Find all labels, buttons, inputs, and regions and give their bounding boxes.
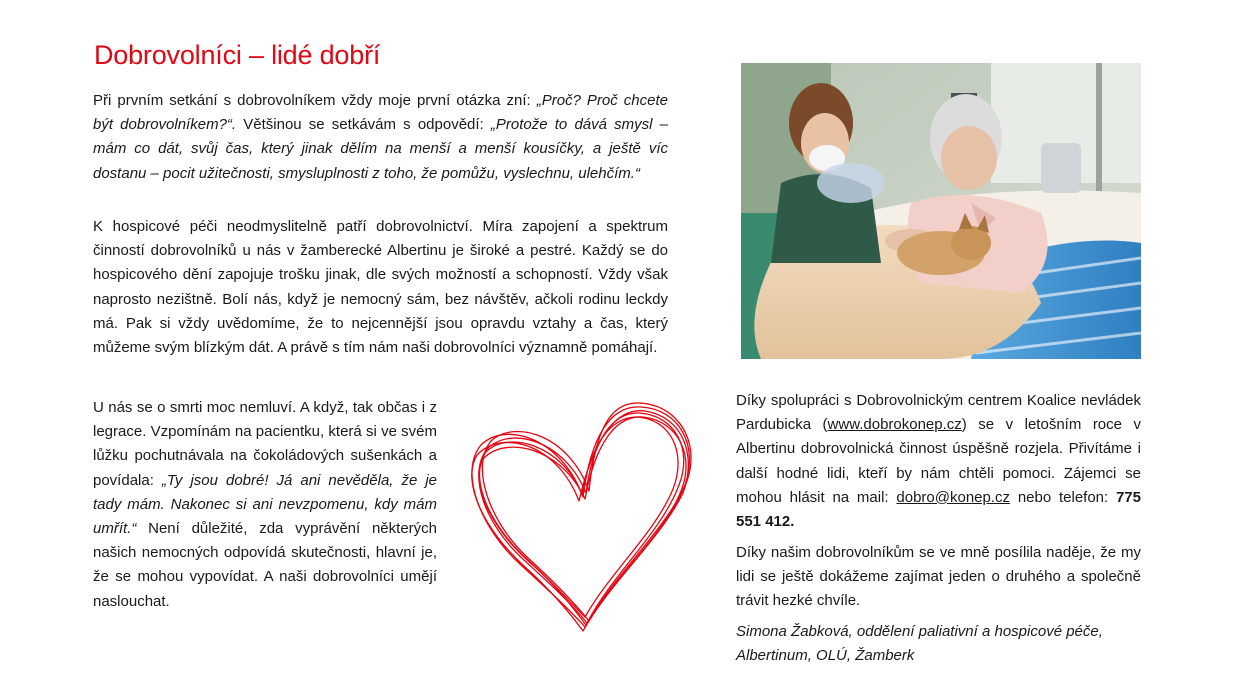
phone-number: 775 551 412. [736, 488, 1141, 531]
website-link[interactable]: www.dobrokonep.cz [827, 416, 962, 434]
hand-drawn-heart-icon [465, 395, 697, 635]
signature-line-2: Albertinum, OLÚ, Žamberk [736, 647, 915, 665]
volunteer-with-patient-and-dog-photo [741, 63, 1141, 359]
page-title: Dobrovolníci – lidé dobří [94, 40, 381, 70]
intro-text-c: Většinou se setkávám s odpovědí: [236, 116, 491, 134]
intro-question-quote: „Proč? Proč chcete být dobrovolníkem?“. [93, 92, 668, 134]
story-text-c: Není důležité, zda vyprávění některých našich nemocných odpovídá skutečnosti, hlavní je, že se mohou vypovídat. A naši dobrovolníci umějí naslouchat. [93, 520, 437, 610]
cooperation-text-b: ) se v letošním roce v Albertinu dobrovolnická činnost úspěšně rozjela. Přivítáme i další hodné lidi, kteří by nám chtěli pomoci. Zájemci se mohou hlásit na mail: [736, 416, 1141, 506]
cooperation-text-c: nebo telefon: [1010, 488, 1116, 506]
intro-answer-quote: „Protože to dává smysl – mám co dát, svůj čas, který jinak dělím na menší a menší kousíčky, a ještě víc dostanu – pocit užitečnosti, smysluplnosti z toho, že pomůžu, vyslechnu, ulehčím.“ [93, 116, 668, 182]
volunteering-paragraph: K hospicové péči neodmyslitelně patří dobrovolnictví. Míra zapojení a spektrum činností dobrovolníků u nás v žamberecké Albertinu je široké a pestré. Každý se do hospicového dění zapojuje trošku jinak, dle svých možností a schopností. Vždy však naprosto nezištně. Bolí nás, když je nemocný sám, bez návštěv, ačkoli rodinu leckdy má. Pak si vždy uvědomíme, že to nejcennější jsou opravdu vztahy a čas, který můžeme svým blízkým dát. A právě s tím nám naši dobrovolníci významně pomáhají. [93, 218, 668, 357]
story-paragraph [93, 396, 437, 614]
email-link[interactable]: dobro@konep.cz [896, 488, 1011, 506]
story-text-a: U nás se o smrti moc nemluví. A když, tak občas i z legrace. Vzpomínám na pacientku, která si ve svém lůžku pochutnávala na čokoládových sušenkách a povídala: [93, 399, 437, 489]
intro-text-a: Při prvním setkání s dobrovolníkem vždy moje první otázka zní: [93, 92, 537, 109]
cooperation-text-a: Díky spolupráci s Dobrovolnickým centrem Koalice nevládek Pardubicka ( [736, 392, 1141, 434]
hope-paragraph: Díky našim dobrovolníkům se ve mně posílila naděje, že my lidi se ještě dokážeme zajímat jeden o druhého a společně trávit hezké chvíle. [736, 544, 1141, 610]
signature [736, 620, 1141, 668]
patient-quote: „Ty jsou dobré! Já ani nevěděla, že je tady mám. Nakonec si ani nevzpomenu, kdy mám umřít.“ [93, 471, 437, 538]
signature-line-1: Simona Žabková, oddělení paliativní a hospicové péče, [736, 623, 1103, 640]
cooperation-paragraph [736, 389, 1141, 534]
intro-paragraph [93, 89, 668, 186]
